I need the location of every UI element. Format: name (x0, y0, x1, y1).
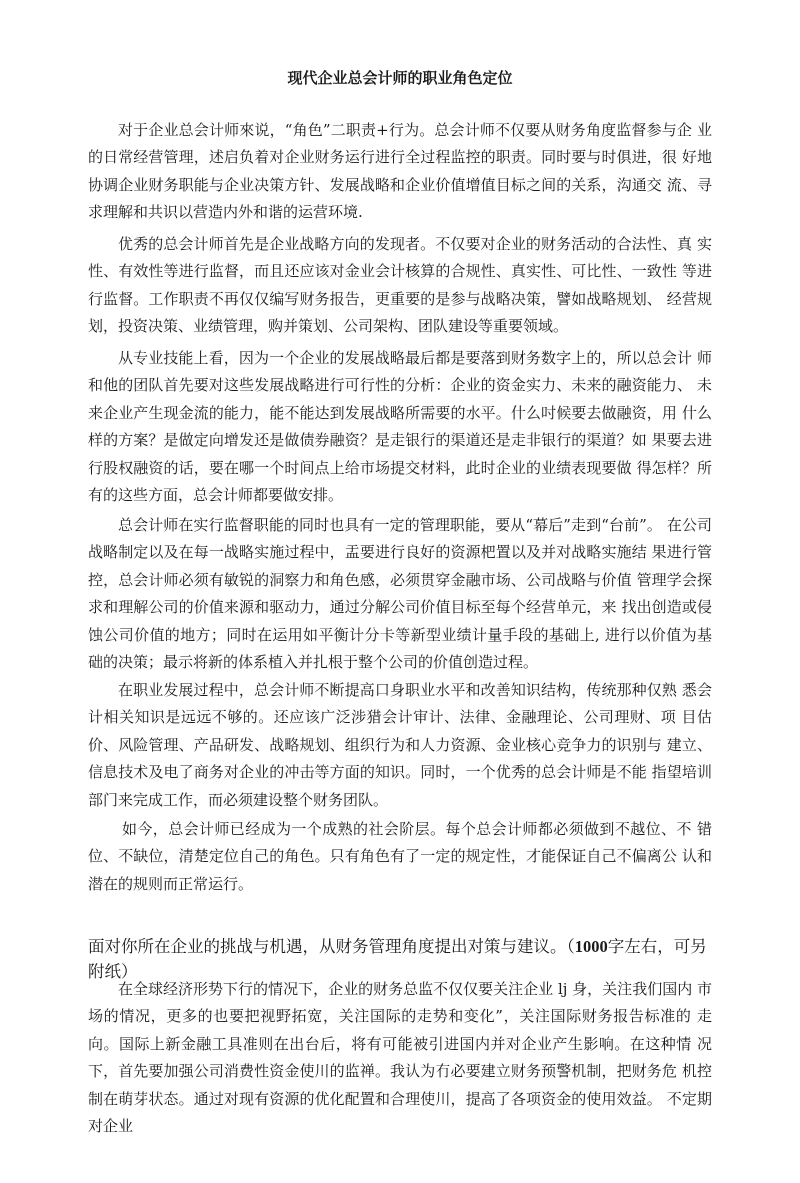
paragraph-social-role: 如今，总会计师已经成为一个成熟的社会阶层。每个总会计师都必须做到不越位、不 错位、不缺位，清楚定位自己的角色。只有角色有了一定的规定性，才能保证自己不偏离公 认和潜在的规则而正常运行。 (88, 820, 712, 893)
document-title: 现代企业总会计师的职业角色定位 (287, 69, 513, 87)
answer-paragraph: 在全球经济形势下行的情况下，企业的财务总监不仅仅要关注企业 lj 身，关注我们国内 市场的情况，更多的也要把视野拓宽，关注国际的走势和变化”，关注国际财务报告标准的 走向。国际上新金融工具准则在出台后，将有可能被引进国内并对企业产生影响。在这种情 况下，首先要加强公司消费性资金使川的监禅。我认为冇必要建立财务预警机制，把财务危 机控制在萌芽状态。通过对现有资源的优化配置和合理使川，提高了各项资金的使用效益。 不定期对企业 (88, 980, 712, 1136)
question-text-end: 字左右，可另附纸） (88, 937, 707, 981)
paragraph-strategy-discoverer: 优秀的总会计师首先是企业战略方向的发现者。不仅要对企业的财务活动的合法性、真 实性、有效性等进行监督，而且还应该对金业会计核算的合规性、真实性、可比性、一致性 等进行监督。工作职责不再仅仅编写财务报告，更重要的是参与战略决策，譬如战略规划、 经营规划，投资决策、业绩管理，购并策划、公司架构、团队建设等重要领域。 (88, 235, 712, 336)
paragraph-management-function: 总会计师在实行监督职能的同时也具有一定的管理职能，要从“幕后”走到“台前”。 在公司战略制定以及在每一战略实施过程中，盂要进行良好的资源杷置以及并对战略实施结 果进行管控，总会计师必须有敏锐的洞察力和角色感，必须贯穿金融市场、公司战略与价值 管理学会探求和理解公司的价值来源和驱动力，通过分解公司价值目标至每个经营单元，来 找出创造或侵蚀公司价值的地方；同时在运用如平衡计分卡等新型业绩计量手段的基础上, 进行以价值为基础的决策；最示将新的体系植入并扎根于整个公司的价值创造过程。 (88, 516, 712, 672)
question-text-start: 面对你所在企业的挑战与机遇，从财务管理角度提出对策与建议。（ (88, 937, 575, 956)
paragraph-role-definition: 对于企业总会计师來说，“角色”二职责+行为。总会计师不仅要从财务角度监督参与企 业的日常经营管理，述启负着对企业财务运行进行全过程监控的职责。同时要与时俱进，很 好地协调企业财务职能与企业决策方针、发展战略和企业价值增值目标之间的关系，沟通交 流、寻求理解和共识以营造内外和谐的运营环境. (88, 121, 712, 222)
paragraph-professional-skills: 从专业技能上看，因为一个企业的发展战略最后都是要落到财务数字上的，所以总会计 师和他的团队首先要对这些发展战略进行可行性的分析：企业的资金实力、未来的融资能力、 未来企业产生现金流的能力，能不能达到发展战略所需要的水平。什么吋候要去做融资，用 什么样的方案？是做定向增发还是做债券融资？是走银行的渠道还是走非银行的渠道？如 果要去进行股权融资的话，要在哪一个时间点上给市场提交材料，此时企业的业绩表现要做 得怎样？所有的这些方面，总会计师都要做安排。 (88, 349, 712, 505)
question-word-count: 1000 (574, 937, 608, 956)
paragraph-career-development: 在职业发展过程中，总会计师不断提高口身职业水平和改善知识结构，传统那种仅熟 悉会计相关知识是远远不够的。还应该广泛涉猎会计审计、法律、金融理论、公司理财、项 目估价、风险管理、产品研发、战略规划、组织行为和人力资源、金业核心竞争力的识别与 建立、信息技术及电了商务对企业的冲击等方面的知识。同时，一个优秀的总会计师是不能 指望培训部门来完成工作，而必须建设整个财务团队。 (88, 681, 712, 809)
